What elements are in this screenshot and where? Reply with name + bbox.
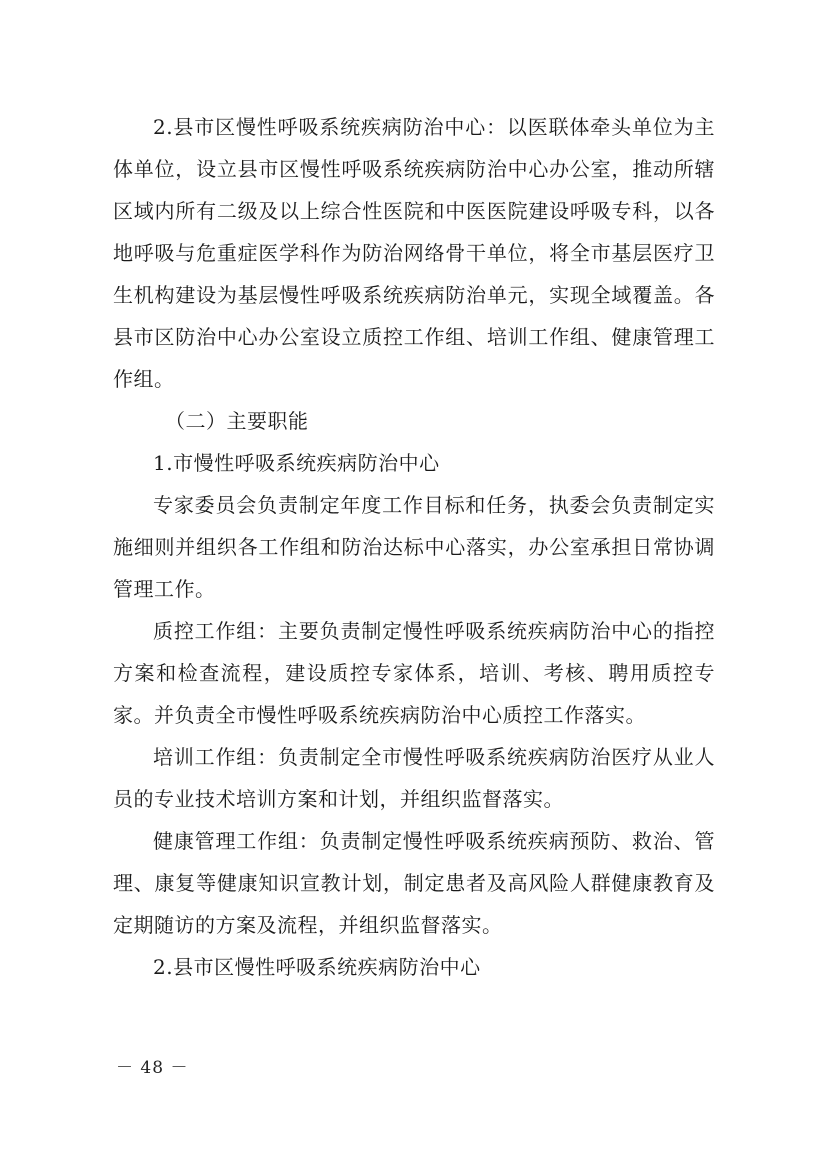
paragraph-health-management-group: 健康管理工作组：负责制定慢性呼吸系统疾病预防、救治、管理、康复等健康知识宣教计划，制定患者及高风险人群健康教育及定期随访的方案及流程，并组织监督落实。 [113,829,715,937]
subheading-city-center: 1.市慢性呼吸系统疾病防治中心 [153,451,440,475]
section-heading-main-functions: （二）主要职能 [165,409,309,433]
paragraph-county-center: 2.县市区慢性呼吸系统疾病防治中心：以医联体牵头单位为主体单位，设立县市区慢性呼吸系统疾病防治中心办公室，推动所辖区域内所有二级及以上综合性医院和中医医院建设呼吸专科，以各地呼吸与危重症医学科作为防治网络骨干单位，将全市基层医疗卫生机构建设为基层慢性呼吸系统疾病防治单元，实现全域覆盖。各县市区防治中心办公室设立质控工作组、培训工作组、健康管理工作组。 [113,115,715,391]
body-text [113,106,715,988]
paragraph-training-group: 培训工作组：负责制定全市慢性呼吸系统疾病防治医疗从业人员的专业技术培训方案和计划，并组织监督落实。 [113,745,715,811]
paragraph-expert-committee: 专家委员会负责制定年度工作目标和任务，执委会负责制定实施细则并组织各工作组和防治达标中心落实，办公室承担日常协调管理工作。 [113,493,715,601]
page-number: － 48 － [116,1058,189,1078]
subheading-county-center: 2.县市区慢性呼吸系统疾病防治中心 [153,955,481,979]
paragraph-quality-control-group: 质控工作组：主要负责制定慢性呼吸系统疾病防治中心的指控方案和检查流程，建设质控专家体系，培训、考核、聘用质控专家。并负责全市慢性呼吸系统疾病防治中心质控工作落实。 [113,619,715,727]
